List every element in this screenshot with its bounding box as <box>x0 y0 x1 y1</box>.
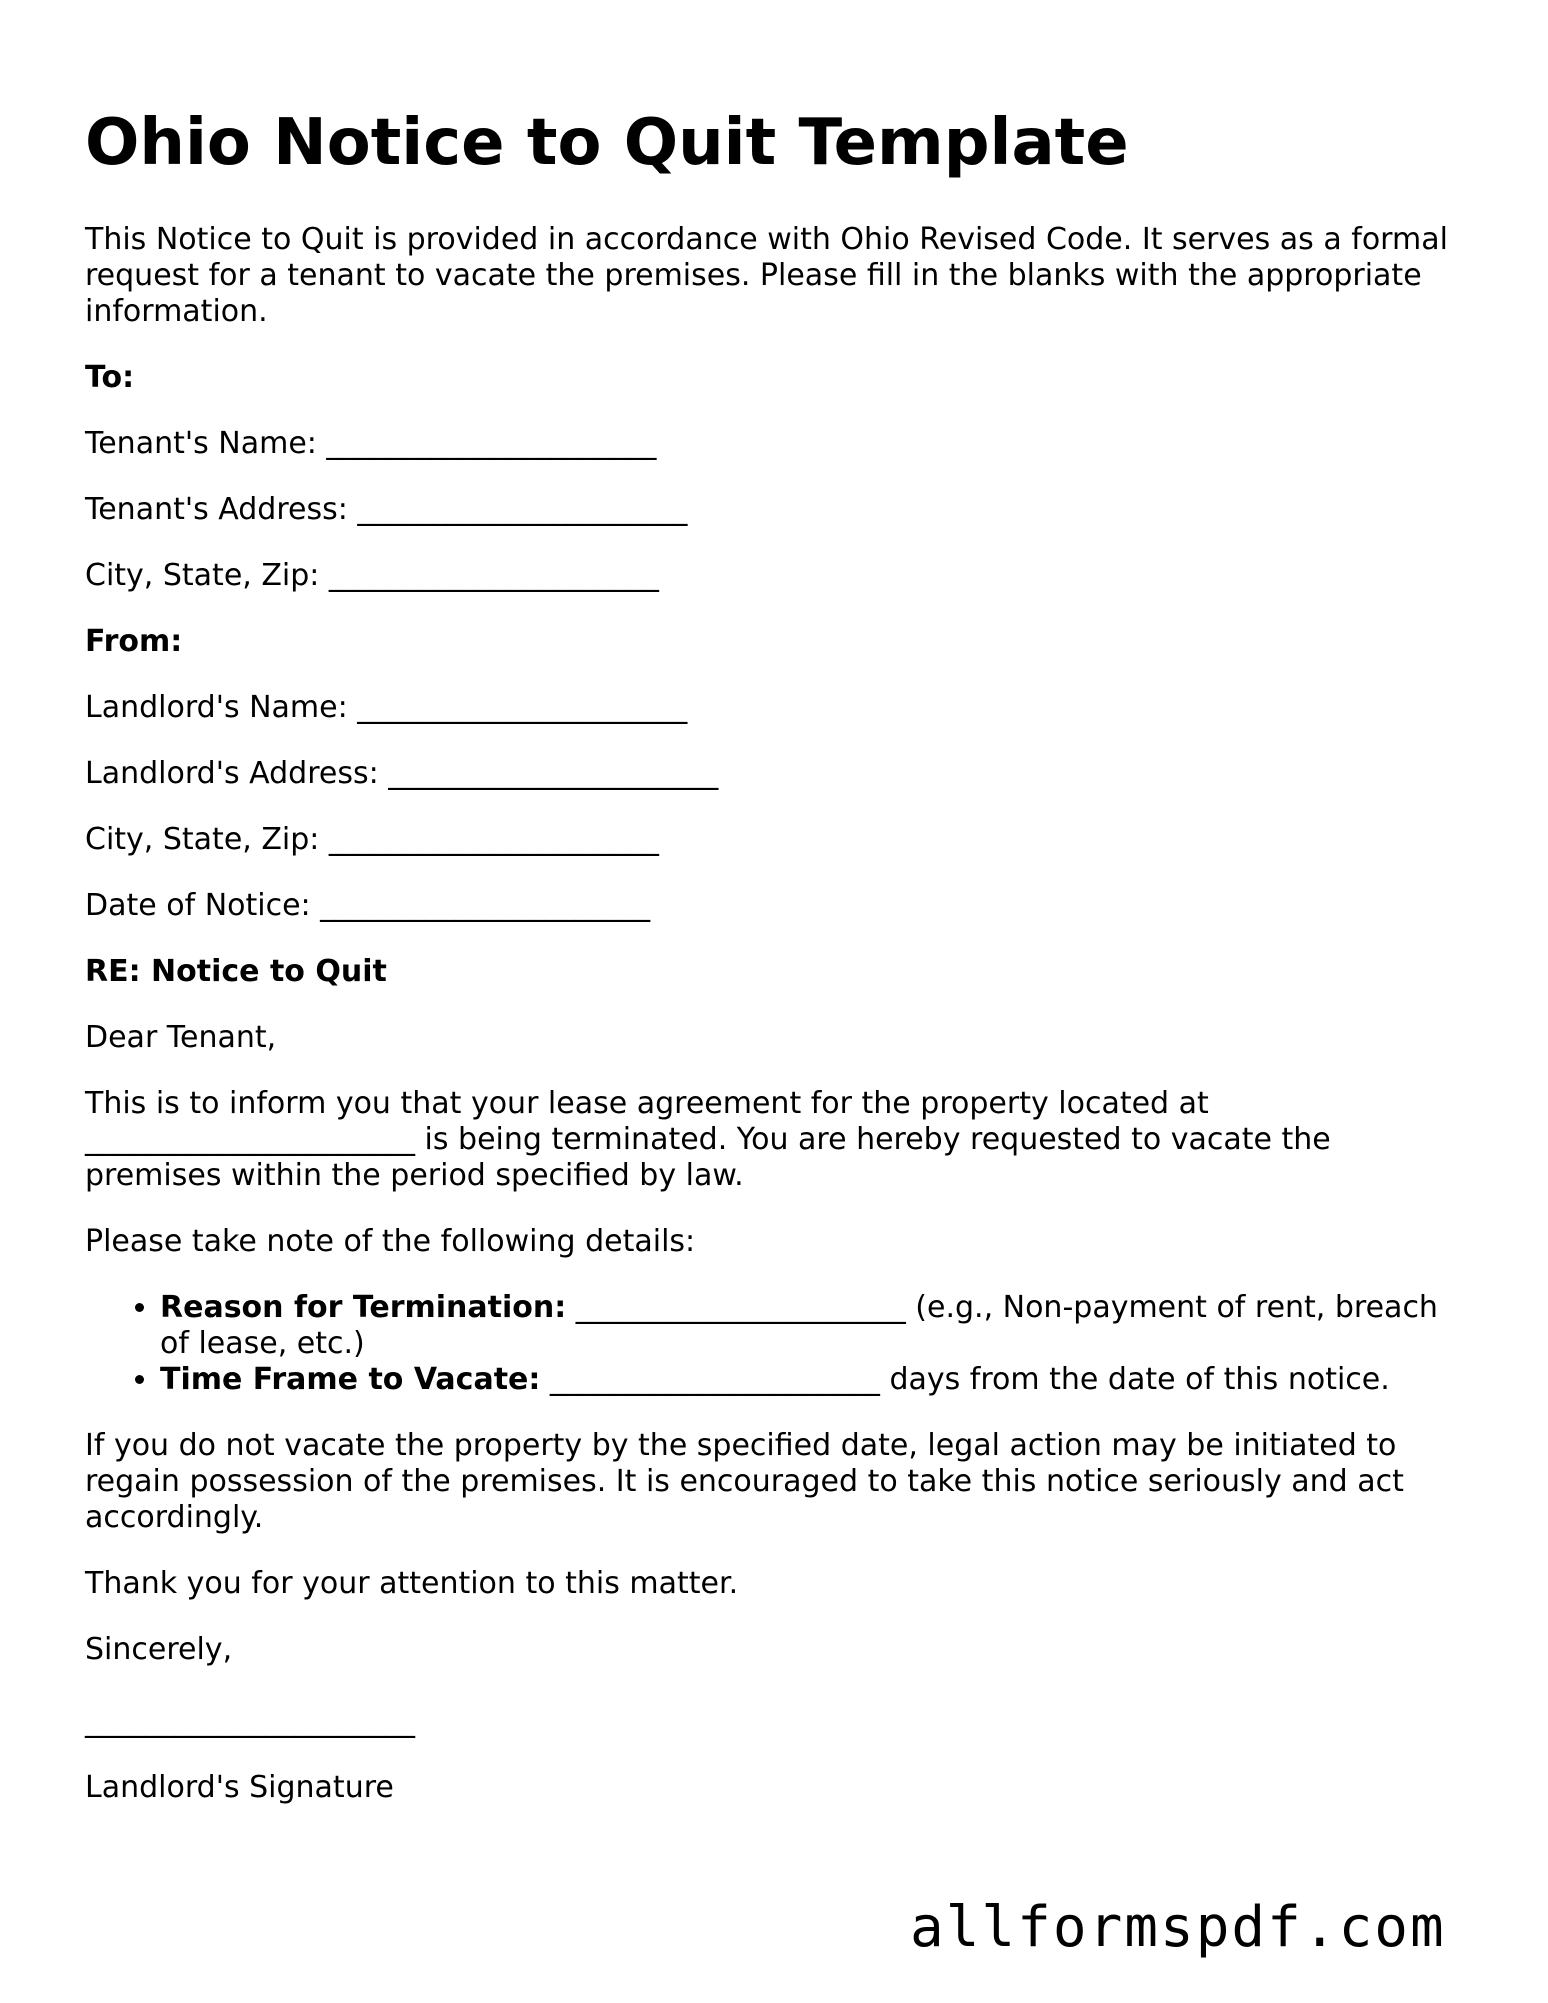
signature-label: Landlord's Signature <box>85 1769 394 1805</box>
thanks-line: Thank you for your attention to this matter. <box>85 1565 739 1601</box>
signature-line: ______________________ <box>85 1703 415 1739</box>
detail-item-reason <box>160 1290 1450 1362</box>
tenant-address-field: Tenant's Address: ______________________ <box>85 491 688 527</box>
re-heading: RE: Notice to Quit <box>85 953 387 989</box>
salutation: Dear Tenant, <box>85 1019 277 1055</box>
to-heading: To: <box>85 359 135 395</box>
from-heading: From: <box>85 623 183 659</box>
tenant-name-field: Tenant's Name: ______________________ <box>85 425 657 461</box>
date-of-notice-field: Date of Notice: ______________________ <box>85 887 651 923</box>
detail-label-time-frame: Time Frame to Vacate: <box>160 1361 541 1397</box>
watermark-logo: allformspdf.com <box>910 1895 1446 1960</box>
detail-text-reason: ______________________ (e.g., Non-payment of rent, breach of lease, etc.) <box>160 1289 1438 1361</box>
document-title: Ohio Notice to Quit Template <box>85 106 1129 180</box>
closing-line: Sincerely, <box>85 1631 233 1667</box>
warning-paragraph: If you do not vacate the property by the specified date, legal action may be initiated to regain possession of the premises. It is encouraged to take this notice seriously and act accordingly. <box>85 1427 1404 1535</box>
detail-label-reason: Reason for Termination: <box>160 1289 567 1325</box>
lease-termination-paragraph: This is to inform you that your lease agreement for the property located at ______________________ is being terminated. You are hereby requested to vacate the premises within the period specified by law. <box>85 1085 1331 1193</box>
document-page <box>85 105 1485 1836</box>
landlord-city-state-zip-field: City, State, Zip: ______________________ <box>85 821 659 857</box>
details-list <box>85 1290 1485 1398</box>
tenant-city-state-zip-field: City, State, Zip: ______________________ <box>85 557 659 593</box>
intro-paragraph: This Notice to Quit is provided in accordance with Ohio Revised Code. It serves as a formal request for a tenant to vacate the premises. Please fill in the blanks with the appropriate information. <box>85 221 1448 329</box>
landlord-address-field: Landlord's Address: ______________________ <box>85 755 719 791</box>
detail-item-time-frame <box>160 1362 1450 1398</box>
landlord-name-field: Landlord's Name: ______________________ <box>85 689 688 725</box>
detail-text-time-frame: ______________________ days from the date of this notice. <box>540 1361 1390 1397</box>
details-intro: Please take note of the following details: <box>85 1223 696 1259</box>
